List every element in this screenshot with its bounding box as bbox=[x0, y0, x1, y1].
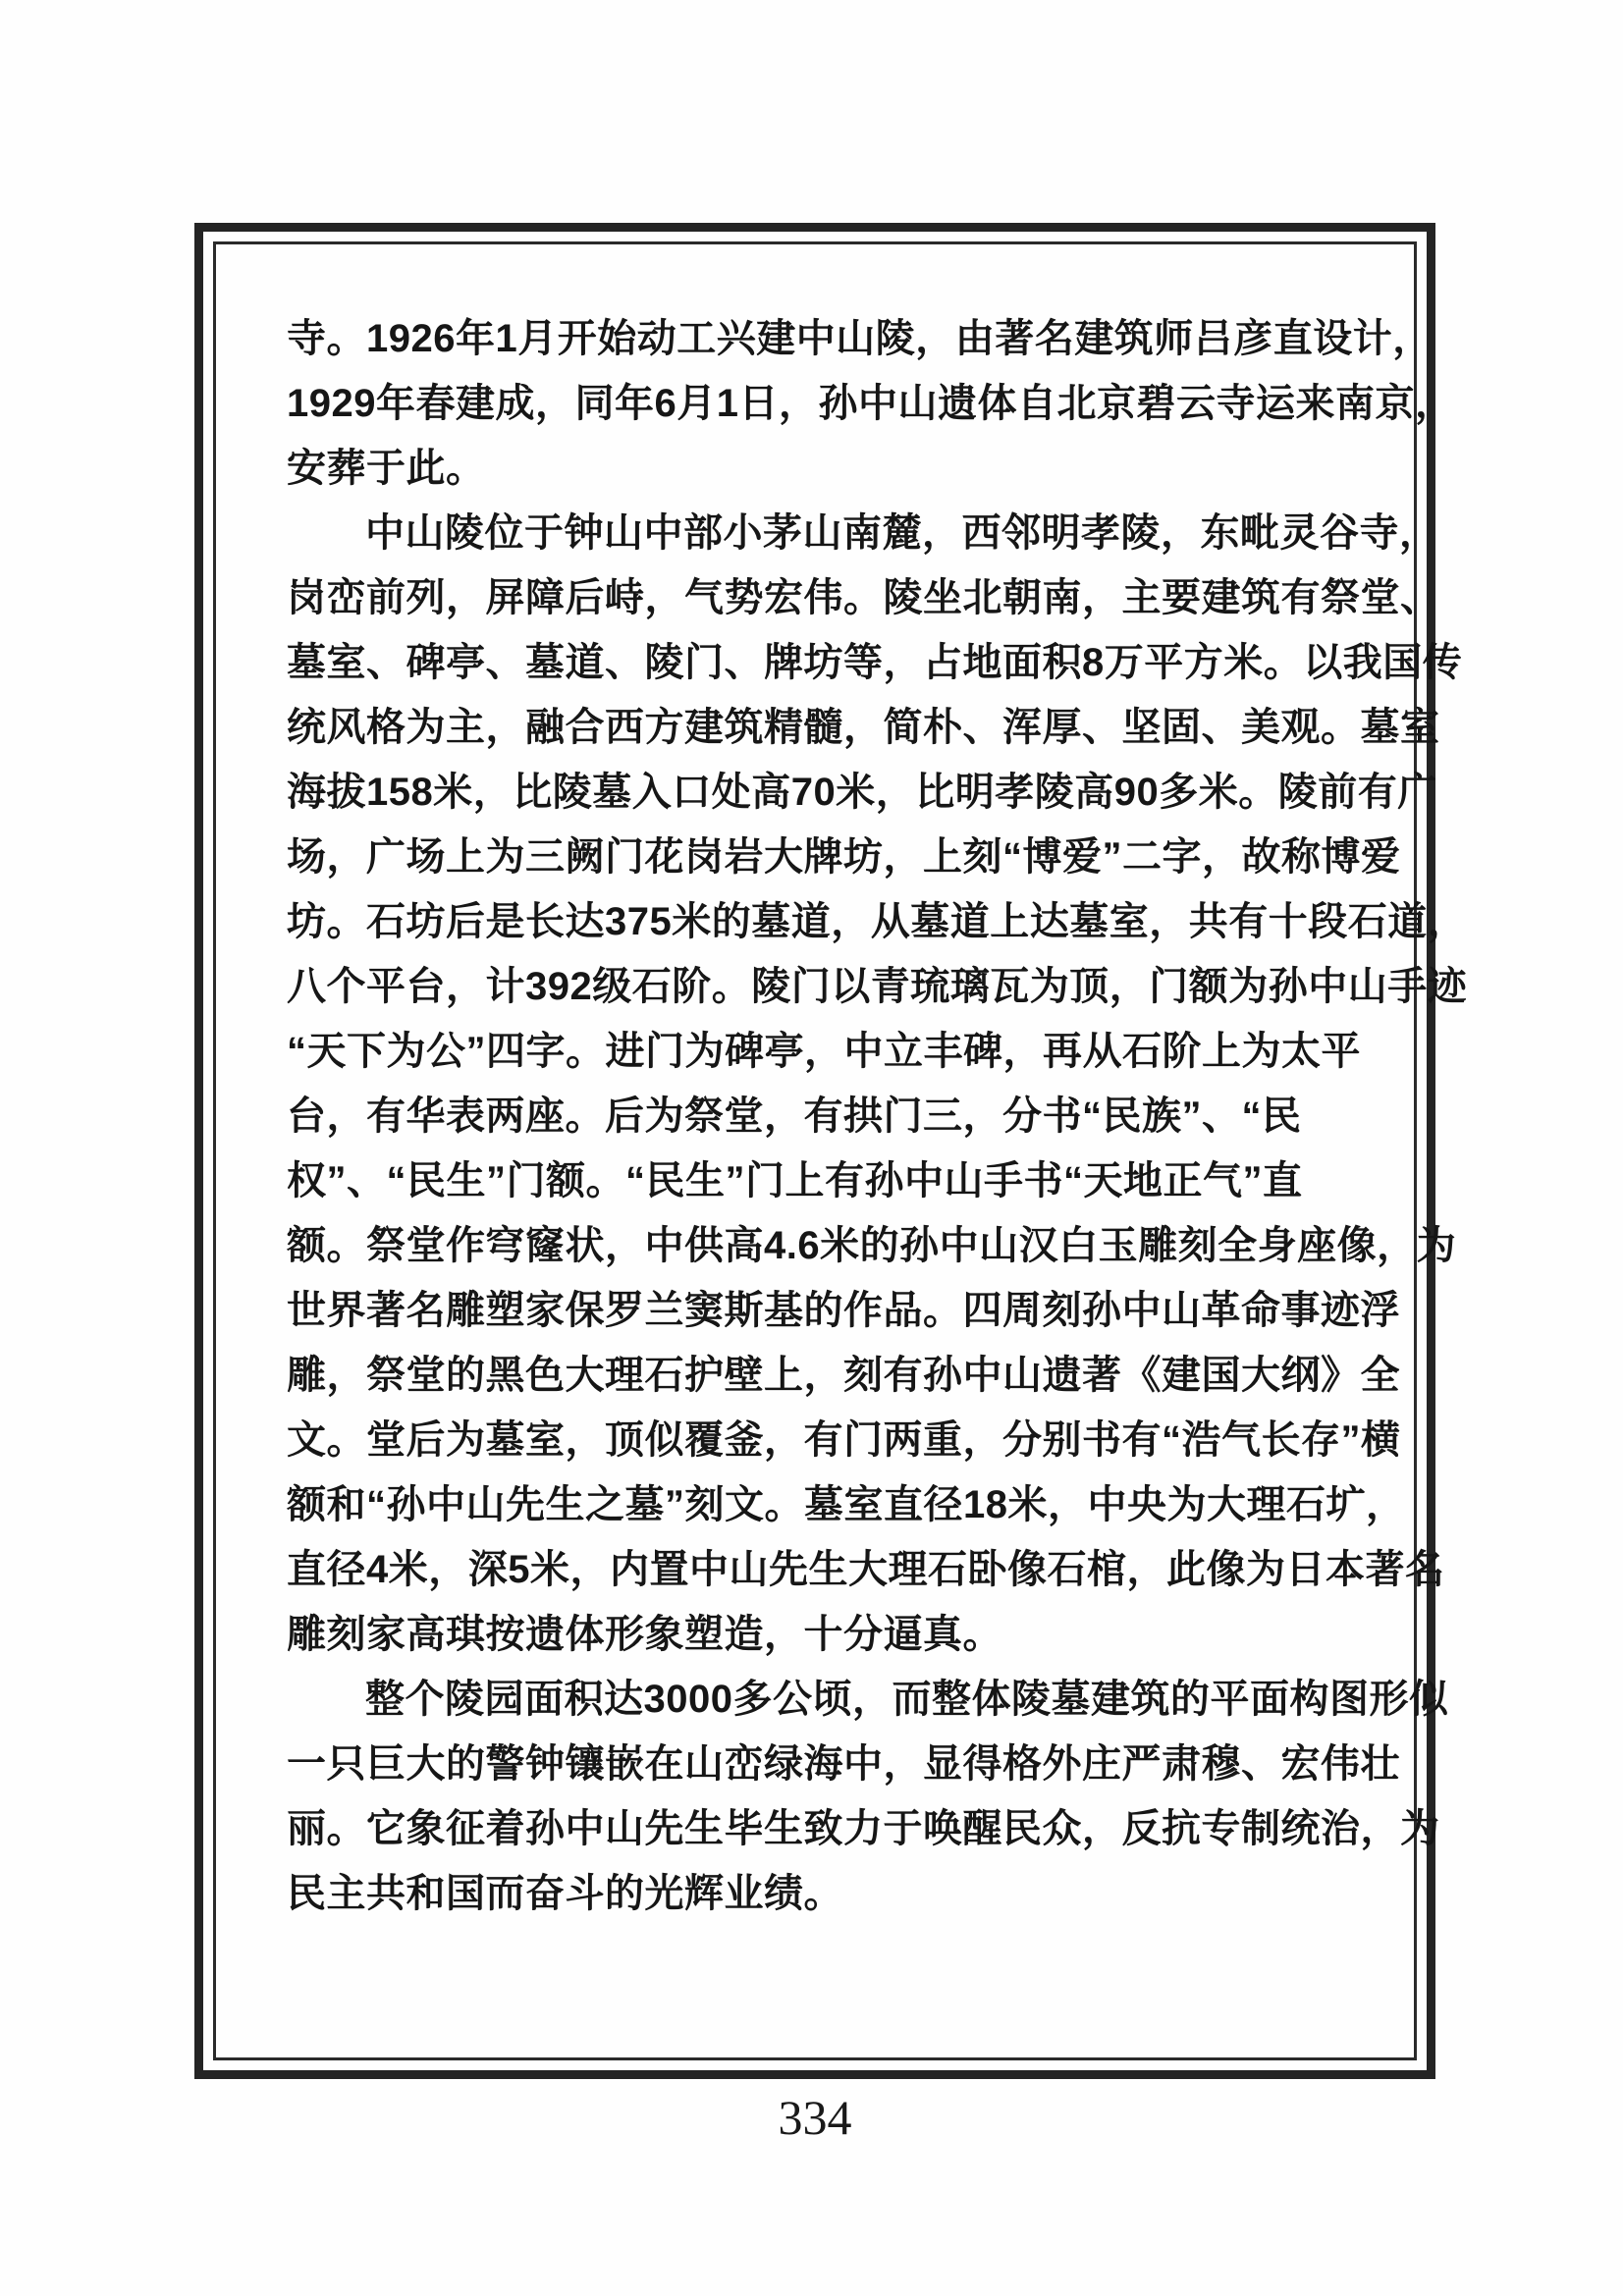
text-line: 权”、“民生”门额。“民生”门上有孙中山手书“天地正气”直 bbox=[287, 1159, 1303, 1202]
text-line: 丽。它象征着孙中山先生毕生致力于唤醒民众，反抗专制统治，为 bbox=[287, 1807, 1440, 1850]
text-line: 坊。石坊后是长达375米的墓道，从墓道上达墓室，共有十段石道， bbox=[287, 900, 1468, 943]
text-line: 直径4米，深5米，内置中山先生大理石卧像石棺，此像为日本著名 bbox=[287, 1548, 1445, 1591]
text-line: 台，有华表两座。后为祭堂，有拱门三，分书“民族”、“民 bbox=[287, 1095, 1302, 1138]
text-line: 安葬于此。 bbox=[287, 447, 486, 490]
text-line: 岗峦前列，屏障后峙，气势宏伟。陵坐北朝南，主要建筑有祭堂、 bbox=[287, 576, 1440, 619]
text-line: 1929年春建成，同年6月1日，孙中山遗体自北京碧云寺运来南京， bbox=[287, 382, 1455, 425]
text-line: 雕刻家高琪按遗体形象塑造，十分逼真。 bbox=[287, 1613, 1002, 1656]
text-line: 整个陵园面积达3000多公顷，而整体陵墓建筑的平面构图形似 bbox=[365, 1678, 1449, 1721]
body-text bbox=[287, 306, 1468, 1926]
text-line: 场，广场上为三阙门花岗岩大牌坊，上刻“博爱”二字，故称博爱 bbox=[287, 835, 1401, 879]
text-line: 海拔158米，比陵墓入口处高70米，比明孝陵高90多米。陵前有广 bbox=[287, 771, 1437, 814]
text-line: 额和“孙中山先生之墓”刻文。墓室直径18米，中央为大理石圹， bbox=[287, 1483, 1406, 1526]
text-line: 一只巨大的警钟镶嵌在山峦绿海中，显得格外庄严肃穆、宏伟壮 bbox=[287, 1742, 1400, 1786]
text-line: 中山陵位于钟山中部小茅山南麓，西邻明孝陵，东毗灵谷寺， bbox=[365, 511, 1439, 555]
page-number: 334 bbox=[778, 2090, 852, 2145]
text-line: 民主共和国而奋斗的光辉业绩。 bbox=[287, 1872, 843, 1915]
text-line: 统风格为主，融合西方建筑精髓，简朴、浑厚、坚固、美观。墓室 bbox=[287, 706, 1440, 749]
text-line: 墓室、碑亭、墓道、陵门、牌坊等，占地面积8万平方米。以我国传 bbox=[287, 641, 1463, 684]
text-line: 寺。1926年1月开始动工兴建中山陵，由著名建筑师吕彦直设计， bbox=[287, 317, 1433, 360]
text-line: 世界著名雕塑家保罗兰窦斯基的作品。四周刻孙中山革命事迹浮 bbox=[287, 1289, 1400, 1332]
text-line: “天下为公”四字。进门为碑亭，中立丰碑，再从石阶上为太平 bbox=[287, 1030, 1361, 1073]
text-line: 额。祭堂作穹窿状，中供高4.6米的孙中山汉白玉雕刻全身座像，为 bbox=[287, 1224, 1457, 1267]
text-line: 雕，祭堂的黑色大理石护壁上，刻有孙中山遗著《建国大纲》全 bbox=[287, 1354, 1400, 1397]
text-line: 八个平台，计392级石阶。陵门以青琉璃瓦为顶，门额为孙中山手迹 bbox=[287, 965, 1468, 1008]
text-line: 文。堂后为墓室，顶似覆釜，有门两重，分别书有“浩气长存”横 bbox=[287, 1418, 1401, 1462]
